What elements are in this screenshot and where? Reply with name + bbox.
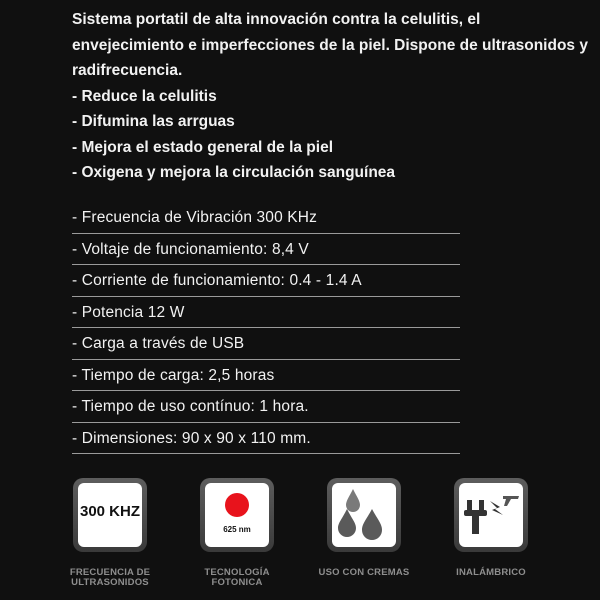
benefit-item: - Mejora el estado general de la piel	[72, 138, 334, 156]
spec-row: - Dimensiones: 90 x 90 x 110 mm.	[72, 423, 460, 455]
red-led-dot	[225, 493, 249, 517]
feature-photonic	[187, 478, 287, 588]
feature-wireless	[441, 478, 541, 578]
feature-ultrasound	[60, 478, 160, 588]
spec-row: - Tiempo de carga: 2,5 horas	[72, 360, 460, 392]
feature-label: INALÁMBRICO	[456, 567, 526, 578]
feature-icons-row	[0, 478, 600, 600]
benefit-item: - Difumina las arrguas	[72, 113, 235, 130]
spec-row: - Frecuencia de Vibración 300 KHz	[72, 202, 460, 234]
benefits-list	[72, 84, 592, 186]
spec-row: - Tiempo de uso contínuo: 1 hora.	[72, 391, 460, 423]
300-khz-badge-icon	[73, 478, 147, 552]
spec-row: - Potencia 12 W	[72, 297, 460, 329]
spec-list	[72, 202, 460, 454]
spec-row: - Voltaje de funcionamiento: 8,4 V	[72, 234, 460, 266]
water-drops-icon	[327, 478, 401, 552]
benefit-item: - Reduce la celulitis	[72, 87, 217, 105]
unplugged-wireless-icon	[454, 478, 528, 552]
spec-row: - Carga a través de USB	[72, 328, 460, 360]
unplugged-graphic	[459, 483, 523, 547]
feature-creams	[314, 478, 414, 578]
wavelength-text: 625 nm	[223, 525, 251, 534]
benefit-item: - Oxigena y mejora la circulación sanguínea	[72, 164, 396, 181]
feature-label: FRECUENCIA DE ULTRASONIDOS	[69, 567, 151, 588]
red-light-dot-icon	[200, 478, 274, 552]
feature-label: TECNOLOGÍA FOTONICA	[204, 567, 270, 588]
product-description	[72, 7, 592, 186]
water-drops-graphic	[332, 483, 396, 547]
description-paragraph: Sistema portatil de alta innovación contra la celulitis, el envejecimiento e imperfecciones de la piel. Dispone de ultrasonidos y radifrecuencia.	[72, 11, 588, 79]
spec-row: - Corriente de funcionamiento: 0.4 - 1.4 A	[72, 265, 460, 297]
khz-badge-text: 300 KHZ	[79, 503, 141, 520]
feature-label: USO CON CREMAS	[318, 567, 410, 578]
